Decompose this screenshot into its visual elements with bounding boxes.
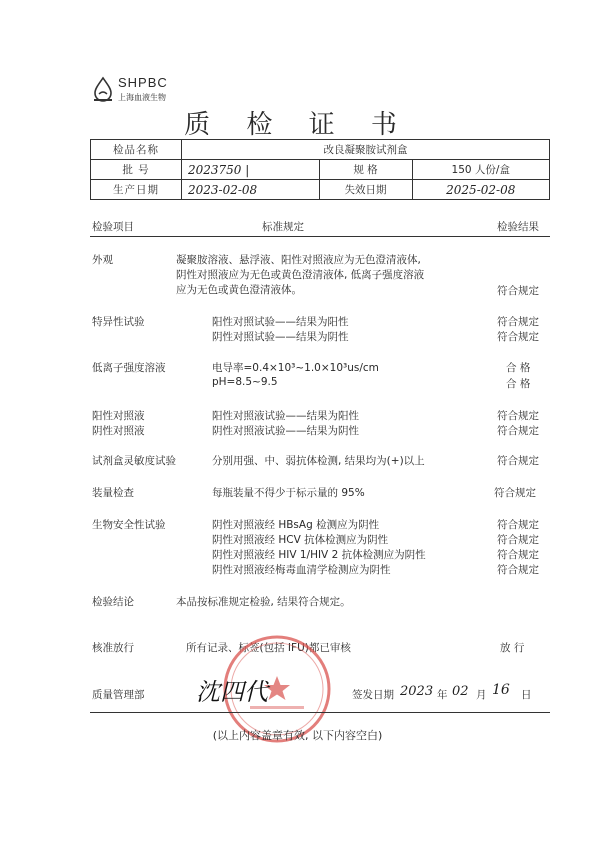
test-specificity-name: 特异性试验: [92, 316, 145, 328]
exp-date-value: 2025-02-08: [412, 180, 550, 200]
test-biosafety-result1: 符合规定: [497, 519, 539, 531]
test-volume-name: 装量检查: [92, 487, 134, 499]
test-appearance-line3: 应为无色或黄色澄清液体。: [176, 284, 302, 296]
test-specificity-result1: 符合规定: [497, 316, 539, 328]
test-sensitivity-result: 符合规定: [497, 455, 539, 467]
release-label: 核准放行: [92, 642, 134, 654]
footer-note: (以上内容盖章有效, 以下内容空白): [212, 729, 383, 742]
test-biosafety-line2: 阴性对照液经 HCV 抗体检测应为阴性: [212, 534, 389, 546]
col-header-item: 检验项目: [92, 221, 134, 233]
test-lis-result1: 合 格: [506, 362, 531, 374]
qa-department-label: 质量管理部: [92, 689, 145, 701]
test-controls-result2: 符合规定: [497, 425, 539, 437]
shpbc-logo-icon: [92, 76, 114, 102]
test-lis-name: 低离子强度溶液: [92, 362, 166, 374]
document-title: 质 检 证 书: [184, 110, 411, 140]
logo-text-cn: 上海血液生物: [118, 93, 166, 102]
mfg-date-value: 2023-02-08: [182, 180, 320, 200]
test-specificity-result2: 符合规定: [497, 331, 539, 343]
test-appearance-result: 符合规定: [497, 285, 539, 297]
mfg-date-label: 生产日期: [91, 180, 182, 200]
issue-date-year: 2023: [400, 684, 434, 699]
batch-label: 批 号: [91, 160, 182, 180]
test-biosafety-line1: 阴性对照液经 HBsAg 检测应为阴性: [212, 519, 380, 531]
product-name-value: 改良凝聚胺试剂盒: [182, 140, 550, 160]
issue-date-label: 签发日期: [352, 689, 394, 701]
test-controls-line1: 阳性对照液试验——结果为阳性: [212, 410, 359, 422]
test-biosafety-name: 生物安全性试验: [92, 519, 166, 531]
test-biosafety-line4: 阴性对照液经梅毒血清学检测应为阴性: [212, 564, 391, 576]
test-lis-result2: 合 格: [506, 378, 531, 390]
test-biosafety-result4: 符合规定: [497, 564, 539, 576]
col-header-result: 检验结果: [497, 221, 539, 233]
product-name-label: 检品名称: [91, 140, 182, 160]
conclusion-label: 检验结论: [92, 596, 134, 608]
issue-date-day-sep: 日: [521, 689, 532, 701]
test-sensitivity-name: 试剂盒灵敏度试验: [92, 455, 176, 467]
test-appearance-line1: 凝聚胺溶液、悬浮液、阳性对照液应为无色澄清液体,: [176, 254, 421, 266]
spec-value: 150 人份/盒: [412, 160, 550, 180]
col-header-standard: 标准规定: [262, 221, 304, 233]
test-appearance-line2: 阴性对照液应为无色或黄色澄清液体, 低离子强度溶液: [176, 269, 425, 281]
test-appearance-name: 外观: [92, 254, 113, 266]
test-controls-line2: 阴性对照液试验——结果为阴性: [212, 425, 359, 437]
batch-value: 2023750 |: [182, 160, 320, 180]
issue-date-day: 16: [492, 682, 510, 698]
footer-divider: [90, 712, 550, 713]
logo-text-en: SHPBC: [118, 75, 168, 90]
test-controls-result1: 符合规定: [497, 410, 539, 422]
handwritten-signature: 沈四代: [196, 678, 268, 706]
issue-date-month: 02: [452, 684, 469, 699]
product-info-table: [90, 139, 550, 200]
release-text: 所有记录、标签(包括 IFU)都已审核: [186, 642, 351, 654]
test-specificity-line1: 阳性对照试验——结果为阳性: [212, 316, 349, 328]
test-volume-result: 符合规定: [494, 487, 536, 499]
exp-date-label: 失效日期: [319, 180, 412, 200]
spec-label: 规 格: [319, 160, 412, 180]
test-controls-name1: 阳性对照液: [92, 410, 145, 422]
test-lis-line1: 电导率=0.4×10³~1.0×10³us/cm: [212, 362, 379, 374]
release-result: 放 行: [500, 642, 525, 654]
test-biosafety-result3: 符合规定: [497, 549, 539, 561]
test-specificity-line2: 阴性对照试验——结果为阴性: [212, 331, 349, 343]
test-biosafety-line3: 阴性对照液经 HIV 1/HIV 2 抗体检测应为阴性: [212, 549, 426, 561]
test-biosafety-result2: 符合规定: [497, 534, 539, 546]
issue-date-month-sep: 月: [476, 689, 487, 701]
test-sensitivity-line1: 分别用强、中、弱抗体检测, 结果均为(+)以上: [212, 455, 425, 467]
test-volume-line1: 每瓶装量不得少于标示量的 95%: [212, 487, 365, 499]
header-divider: [90, 236, 550, 237]
issue-date-year-sep: 年: [437, 689, 448, 701]
test-lis-line2: pH=8.5~9.5: [212, 376, 278, 388]
conclusion-text: 本品按标准规定检验, 结果符合规定。: [176, 596, 351, 608]
test-controls-name2: 阴性对照液: [92, 425, 145, 437]
